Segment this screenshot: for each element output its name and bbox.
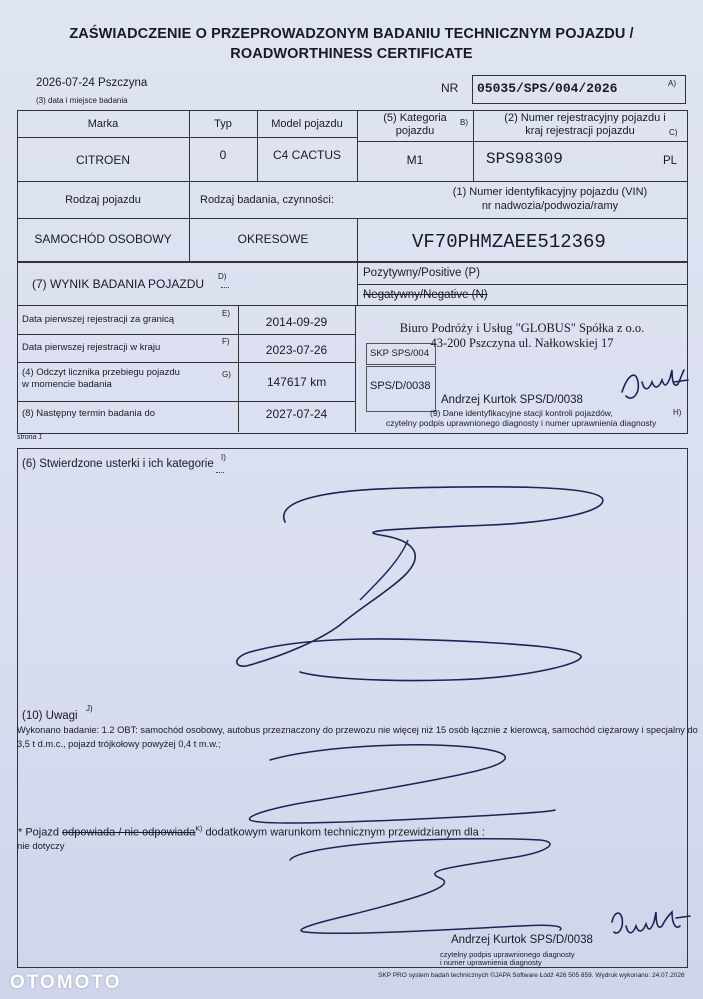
row-odometer-value: 147617 km [266,375,327,389]
nr-label: NR [441,81,459,95]
row-domestic-label: Data pierwszej rejestracji w kraju [22,342,161,353]
marka-label: Marka [87,118,119,130]
conformity-mark: K) [195,826,203,833]
remarks-mark: J) [86,704,93,713]
certificate-title-line1: ZAŚWIADCZENIE O PRZEPROWADZONYM BADANIU TECHNICZNYM POJAZDU / [69,26,634,42]
skp-stamp-text: SKP SPS/004 [370,348,429,359]
model-label: Model pojazdu [271,118,343,130]
kategoria-label-1: (5) Kategoria [383,112,447,124]
remarks-label: (10) Uwagi [22,710,78,722]
vin-label-2: nr nadwozia/podwozia/ramy [481,200,619,212]
row-abroad-label: Data pierwszej rejestracji za granicą [22,314,175,325]
date-place: 2026-07-24 Pszczyna [36,77,148,89]
rodzaj-badania-label: Rodzaj badania, czynności: [200,194,334,206]
row-domestic-mark: F) [222,337,230,346]
row-abroad-value: 2014-09-29 [265,315,328,329]
rodzaj-pojazdu-value: SAMOCHÓD OSOBOWY [34,232,172,246]
nr-value: 05035/SPS/004/2026 [477,81,618,96]
typ-value: 0 [219,148,227,162]
reg-country: PL [663,155,678,167]
station-stamp-line2: 43-200 Pszczyna ul. Nałkowskiej 17 [430,336,614,350]
otomoto-watermark: OTOMOTO [10,972,122,993]
conformity-cancel-mark [260,830,570,940]
kategoria-value: M1 [406,153,424,167]
nr-mark: A) [668,79,676,88]
station-stamp-line1: Biuro Podróży i Usług "GLOBUS" Spółka z o.o. [399,321,645,335]
diagnosta-signature [614,352,694,412]
footer-system-info: SKP PRO system badań technicznych ©JAPA Software Łódź 426 505 859. Wydruk wykonano: 24.07.2026 [378,972,685,979]
row-odometer-label-1: (4) Odczyt licznika przebiegu pojazdu [22,367,180,378]
row-odometer-label-2: w momencie badania [22,379,112,390]
result-label: (7) WYNIK BADANIA POJAZDU [32,277,205,291]
model-value: C4 CACTUS [272,148,341,162]
reg-number: SPS98309 [486,150,563,168]
defects-label: (6) Stwierdzone usterki i ich kategorie [22,458,214,470]
conformity-prefix: * Pojazd [18,826,59,839]
typ-label: Typ [214,118,232,130]
conformity-suffix: dodatkowym warunkom technicznym przewidzianym dla : [205,826,485,839]
footer-diagnosta: Andrzej Kurtok SPS/D/0038 [451,934,593,946]
conformity-value: nie dotyczy [17,841,65,852]
row-odometer-mark: G) [222,370,231,379]
kategoria-mark: B) [460,118,468,127]
rodzaj-pojazdu-label: Rodzaj pojazdu [65,194,141,206]
row-next-value: 2027-07-24 [265,407,328,421]
reg-label-1: (2) Numer rejestracyjny pojazdu i [504,112,666,124]
diagnosta-name: Andrzej Kurtok SPS/D/0038 [441,394,583,406]
conformity-struck: odpowiada / nie odpowiada [62,826,196,839]
defects-cancel-mark [230,480,610,690]
row-domestic-value: 2023-07-26 [265,343,328,357]
footer-caption-2: i numer uprawnienia diagnosty [440,958,542,967]
remarks-cancel-mark [240,740,560,830]
remarks-line2: 3,5 t d.m.c., pojazd trójkołowy powyżej 0,4 t m.w.; [17,739,221,749]
footer-signature [606,900,696,950]
marka-value: CITROEN [76,153,130,167]
rodzaj-badania-value: OKRESOWE [237,232,309,246]
date-place-label: (3) data i miejsce badania [36,96,128,105]
row-next-label: (8) Następny termin badania do [22,408,156,419]
reg-label-2: kraj rejestracji pojazdu [525,125,635,137]
defects-mark: I) [221,453,226,462]
page-label: strona 1 [17,434,43,441]
sig-caption-2: czytelny podpis uprawnionego diagnosty i numer uprawnienia diagnosty [386,418,657,428]
diag-stamp-text: SPS/D/0038 [370,380,431,392]
sig-mark: H) [673,408,682,417]
reg-mark: C) [669,128,678,137]
vin-value: VF70PHMZAEE512369 [412,231,606,253]
row-abroad-mark: E) [222,309,230,318]
sig-caption-1: (9) Dane identyfikacyjne stacji kontroli pojazdów, [430,408,613,418]
kategoria-label-2: pojazdu [395,125,435,137]
vin-label-1: (1) Numer identyfikacyjny pojazdu (VIN) [452,186,648,198]
result-negative: Negatywny/Negative (N) [363,289,488,301]
remarks-line1: Wykonano badanie: 1.2 OBT: samochód osobowy, autobus przeznaczony do przewozu nie więcej niż 15 osób łącznie z kierowcą, samochód ciężarowy i specjalny do [17,725,698,735]
result-positive: Pozytywny/Positive (P) [363,267,480,279]
result-mark: D) [218,272,227,281]
footer-caption-1: czytelny podpis uprawnionego diagnosty [440,950,575,959]
certificate-title-line2: ROADWORTHINESS CERTIFICATE [230,46,473,62]
